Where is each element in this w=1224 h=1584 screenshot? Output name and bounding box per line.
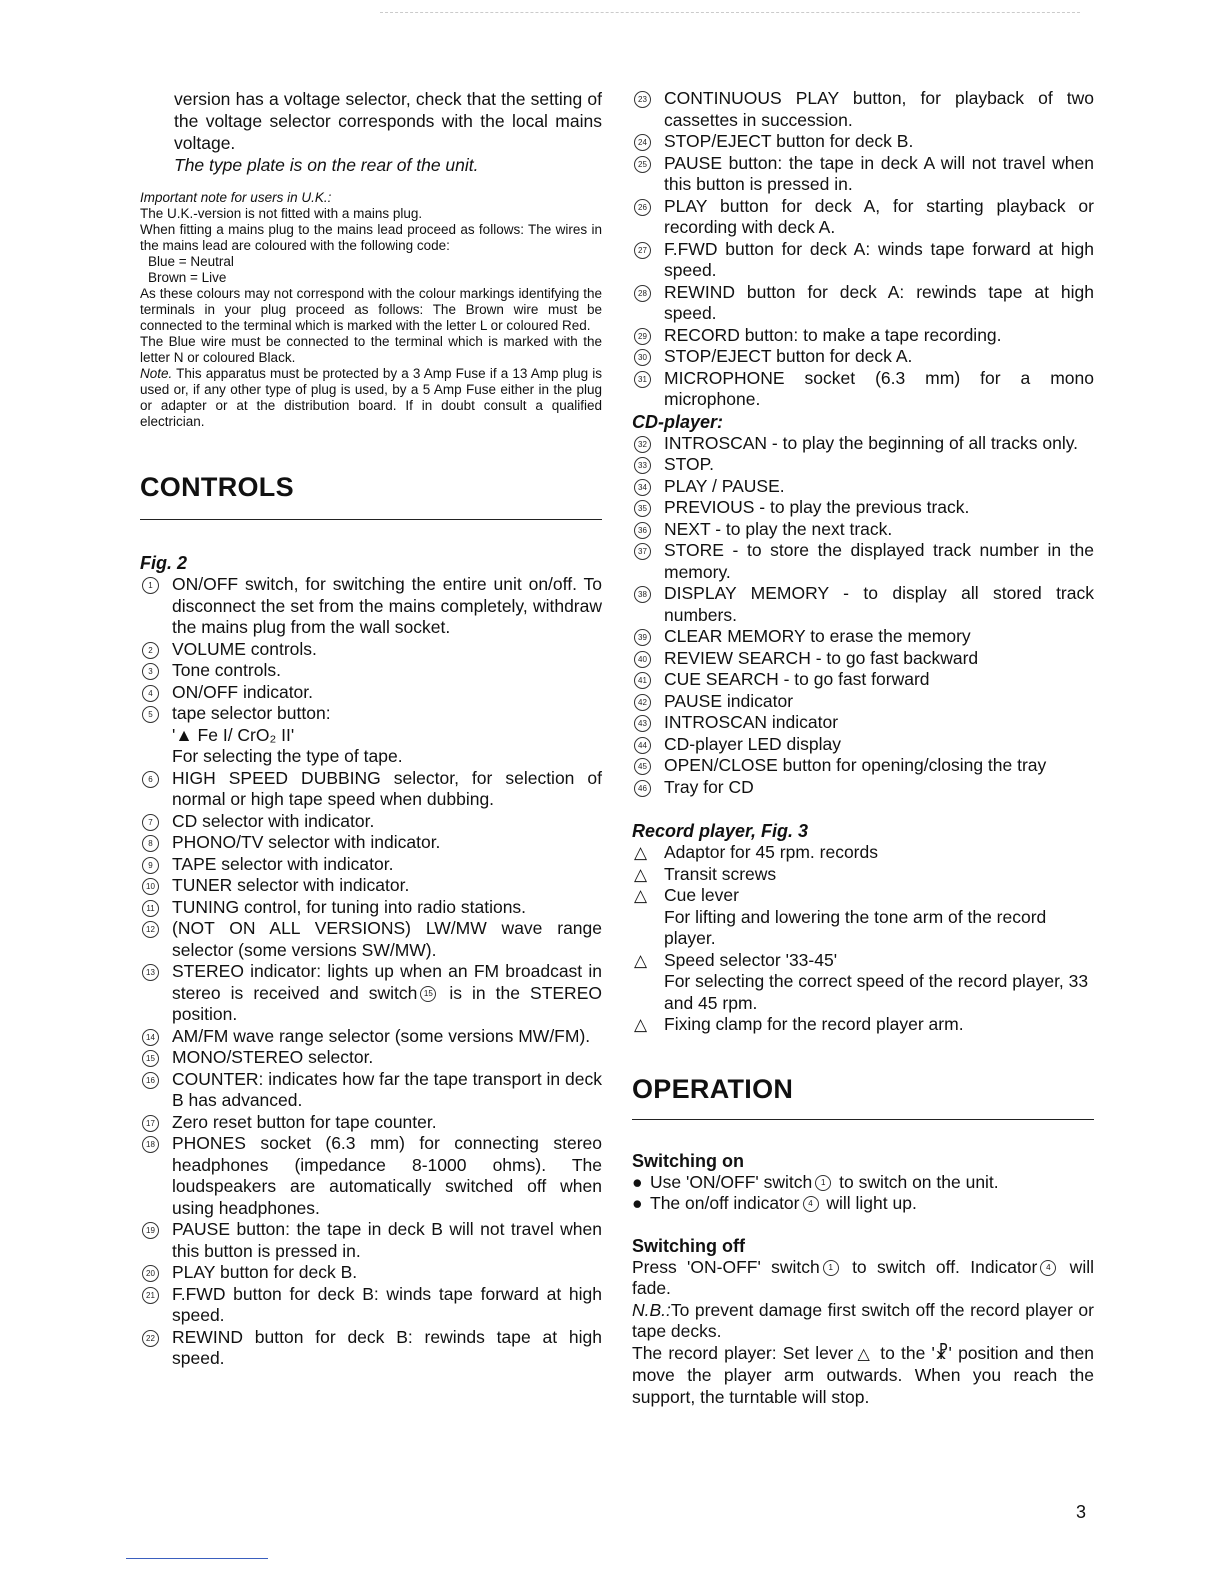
controls-list	[140, 574, 602, 1370]
switch-off-text: Press 'ON-OFF' switch 1 to switch off. Indicator 4 will fade.	[632, 1256, 1094, 1298]
cd-item-44: 44 CD-player LED display	[632, 734, 1094, 756]
control-item-25: 25 PAUSE button: the tape in deck A will not travel when this button is pressed in.	[632, 153, 1094, 196]
tape-symbol-icon: '▲	[172, 724, 193, 745]
operation-rule	[632, 1119, 1094, 1120]
intro-text: version has a voltage selector, check that the setting of the voltage selector corresponds with the local mains voltage.	[174, 89, 602, 153]
switch-on-bullet-1: ● Use 'ON/OFF' switch 1 to switch on the unit.	[632, 1171, 999, 1192]
control-item-15: 15 MONO/STEREO selector.	[140, 1047, 602, 1069]
operation-heading: OPERATION	[632, 1073, 794, 1104]
control-item-28: 28 REWIND button for deck A: rewinds tape at high speed.	[632, 282, 1094, 325]
control-item-1: 1 ON/OFF switch, for switching the entire unit on/off. To disconnect the set from the mains completely, withdraw the mains plug from the wall socket.	[140, 574, 602, 639]
record-item-a: △ Adaptor for 45 rpm. records	[634, 842, 878, 862]
uk-note-label: Note.	[140, 366, 173, 381]
type-plate-note: The type plate is on the rear of the unit.	[174, 155, 479, 175]
record-item-b: △ Transit screws	[634, 863, 777, 884]
uk-note-line2: When fitting a mains plug to the mains lead proceed as follows: The wires in the mains lead are coloured with the following code:	[140, 222, 602, 253]
fig2-label: Fig. 2	[140, 553, 188, 573]
control-item-27: 27 F.FWD button for deck A: winds tape forward at high speed.	[632, 239, 1094, 282]
control-item-31: 31 MICROPHONE socket (6.3 mm) for a mono microphone.	[632, 368, 1094, 411]
control-item-13: 13 STEREO indicator: lights up when an FM broadcast in stereo is received and switch 15 is in the STEREO position.	[140, 961, 602, 1026]
control-item-21: 21 F.FWD button for deck B: winds tape forward at high speed.	[140, 1284, 602, 1327]
control-item-3: 3 Tone controls.	[140, 660, 602, 682]
uk-note-fuse: This apparatus must be protected by a 3 Amp Fuse if a 13 Amp plug is used or, if any other type of plug is used, by a 5 Amp Fuse either in the plug or adapter or at the distribution board. If in doubt consult a qualified electrician.	[140, 366, 602, 429]
record-item-e: △ Fixing clamp for the record player arm.	[634, 1014, 964, 1034]
control-item-8: 8 PHONO/TV selector with indicator.	[140, 832, 602, 854]
uk-note-heading: Important note for users in U.K.:	[140, 190, 332, 205]
cd-item-42: 42 PAUSE indicator	[632, 691, 1094, 713]
bullet-icon: ●	[632, 1193, 643, 1213]
switching-off-heading: Switching off	[632, 1235, 745, 1256]
cd-item-35: 35 PREVIOUS - to play the previous track.	[632, 497, 1094, 519]
uk-note-brown: Brown = Live	[148, 270, 227, 285]
cd-item-46: 46 Tray for CD	[632, 777, 1094, 799]
cd-item-39: 39 CLEAR MEMORY to erase the memory	[632, 626, 1094, 648]
tape-types: '▲ Fe I/ CrO₂ II'	[172, 724, 295, 745]
cd-item-37: 37 STORE - to store the displayed track number in the memory.	[632, 540, 1094, 583]
cd-player-heading: CD-player:	[632, 411, 724, 432]
control-item-16: 16 COUNTER: indicates how far the tape transport in deck B has advanced.	[140, 1069, 602, 1112]
control-item-20: 20 PLAY button for deck B.	[140, 1262, 602, 1284]
record-player-heading: Record player, Fig. 3	[632, 821, 809, 841]
control-item-11: 11 TUNING control, for tuning into radio stations.	[140, 897, 602, 919]
control-item-22: 22 REWIND button for deck B: rewinds tape at high speed.	[140, 1327, 602, 1370]
left-column	[140, 88, 602, 1370]
control-item-26: 26 PLAY button for deck A, for starting playback or recording with deck A.	[632, 196, 1094, 239]
controls-rule	[140, 519, 602, 520]
control-item-6: 6 HIGH SPEED DUBBING selector, for selection of normal or high tape speed when dubbing.	[140, 768, 602, 811]
bottom-line	[126, 1558, 268, 1559]
speed-selector-desc: For selecting the correct speed of the record player, 33 and 45 rpm.	[664, 971, 1089, 1013]
record-item-c: △ Cue lever	[634, 885, 739, 905]
tape-purpose: For selecting the type of tape.	[172, 746, 403, 766]
control-item-5: 5 tape selector button:	[140, 703, 602, 725]
right-column	[632, 88, 1094, 1408]
nb-note: N.B.:To prevent damage first switch off the record player or tape decks.	[632, 1299, 1094, 1341]
cd-item-33: 33 STOP.	[632, 454, 1094, 476]
controls-heading: CONTROLS	[140, 472, 294, 502]
cd-item-43: 43 INTROSCAN indicator	[632, 712, 1094, 734]
cue-lever-desc: For lifting and lowering the tone arm of the record player.	[664, 906, 1047, 948]
control-item-4: 4 ON/OFF indicator.	[140, 682, 602, 704]
control-item-10: 10 TUNER selector with indicator.	[140, 875, 602, 897]
switch-on-bullet-2: ● The on/off indicator 4 will light up.	[632, 1193, 917, 1213]
uk-note-para1: As these colours may not correspond with the colour markings identifying the terminals in your plug proceed as follows: The Brown wire must be connected to the terminal which is marked with the letter L or coloured Red.	[140, 286, 602, 333]
triangle-d-icon: △	[634, 950, 648, 970]
control-item-2: 2 VOLUME controls.	[140, 639, 602, 661]
cd-item-36: 36 NEXT - to play the next track.	[632, 519, 1094, 541]
cd-item-45: 45 OPEN/CLOSE button for opening/closing the tray	[632, 755, 1094, 777]
switching-on-heading: Switching on	[632, 1150, 744, 1171]
uk-note	[140, 190, 602, 430]
control-item-12: 12 (NOT ON ALL VERSIONS) LW/MW wave range selector (some versions SW/MW).	[140, 918, 602, 961]
triangle-e-icon: △	[634, 1015, 648, 1034]
scan-noise	[380, 12, 1080, 21]
cd-item-34: 34 PLAY / PAUSE.	[632, 476, 1094, 498]
control-item-19: 19 PAUSE button: the tape in deck B will not travel when this button is pressed in.	[140, 1219, 602, 1262]
control-item-9: 9 TAPE selector with indicator.	[140, 854, 602, 876]
bullet-icon: ●	[632, 1171, 643, 1192]
control-item-30: 30 STOP/EJECT button for deck A.	[632, 346, 1094, 368]
uk-note-blue: Blue = Neutral	[148, 254, 234, 269]
cd-item-38: 38 DISPLAY MEMORY - to display all stored track numbers.	[632, 583, 1094, 626]
record-item-d: △ Speed selector '33-45'	[634, 949, 838, 970]
control-item-24: 24 STOP/EJECT button for deck B.	[632, 131, 1094, 153]
record-player-stop-text: The record player: Set lever △ to the '☧' position and then move the player arm outwards. When you reach the support, the turntable will stop.	[632, 1342, 1094, 1407]
triangle-c-ref-icon: △	[856, 1345, 872, 1363]
item-number-badge: 1	[142, 577, 159, 594]
cd-item-41: 41 CUE SEARCH - to go fast forward	[632, 669, 1094, 691]
triangle-a-icon: △	[634, 843, 648, 862]
control-item-29: 29 RECORD button: to make a tape recording.	[632, 325, 1094, 347]
control-item-17: 17 Zero reset button for tape counter.	[140, 1112, 602, 1134]
triangle-c-icon: △	[634, 886, 648, 905]
control-item-7: 7 CD selector with indicator.	[140, 811, 602, 833]
cd-item-40: 40 REVIEW SEARCH - to go fast backward	[632, 648, 1094, 670]
uk-note-line1: The U.K.-version is not fitted with a mains plug.	[140, 206, 423, 221]
page-number: 3	[1076, 1502, 1087, 1522]
control-item-18: 18 PHONES socket (6.3 mm) for connecting stereo headphones (impedance 8-1000 ohms). The loudspeakers are automatically switched off when using headphones.	[140, 1133, 602, 1219]
control-item-14: 14 AM/FM wave range selector (some versions MW/FM).	[140, 1026, 602, 1048]
stereo-switch-ref: 15	[420, 986, 436, 1002]
control-item-23: 23 CONTINUOUS PLAY button, for playback of two cassettes in succession.	[632, 88, 1094, 131]
cd-item-32: 32 INTROSCAN - to play the beginning of all tracks only.	[632, 433, 1094, 455]
uk-note-para2: The Blue wire must be connected to the terminal which is marked with the letter N or coloured Black.	[140, 334, 602, 365]
triangle-b-icon: △	[634, 864, 648, 884]
